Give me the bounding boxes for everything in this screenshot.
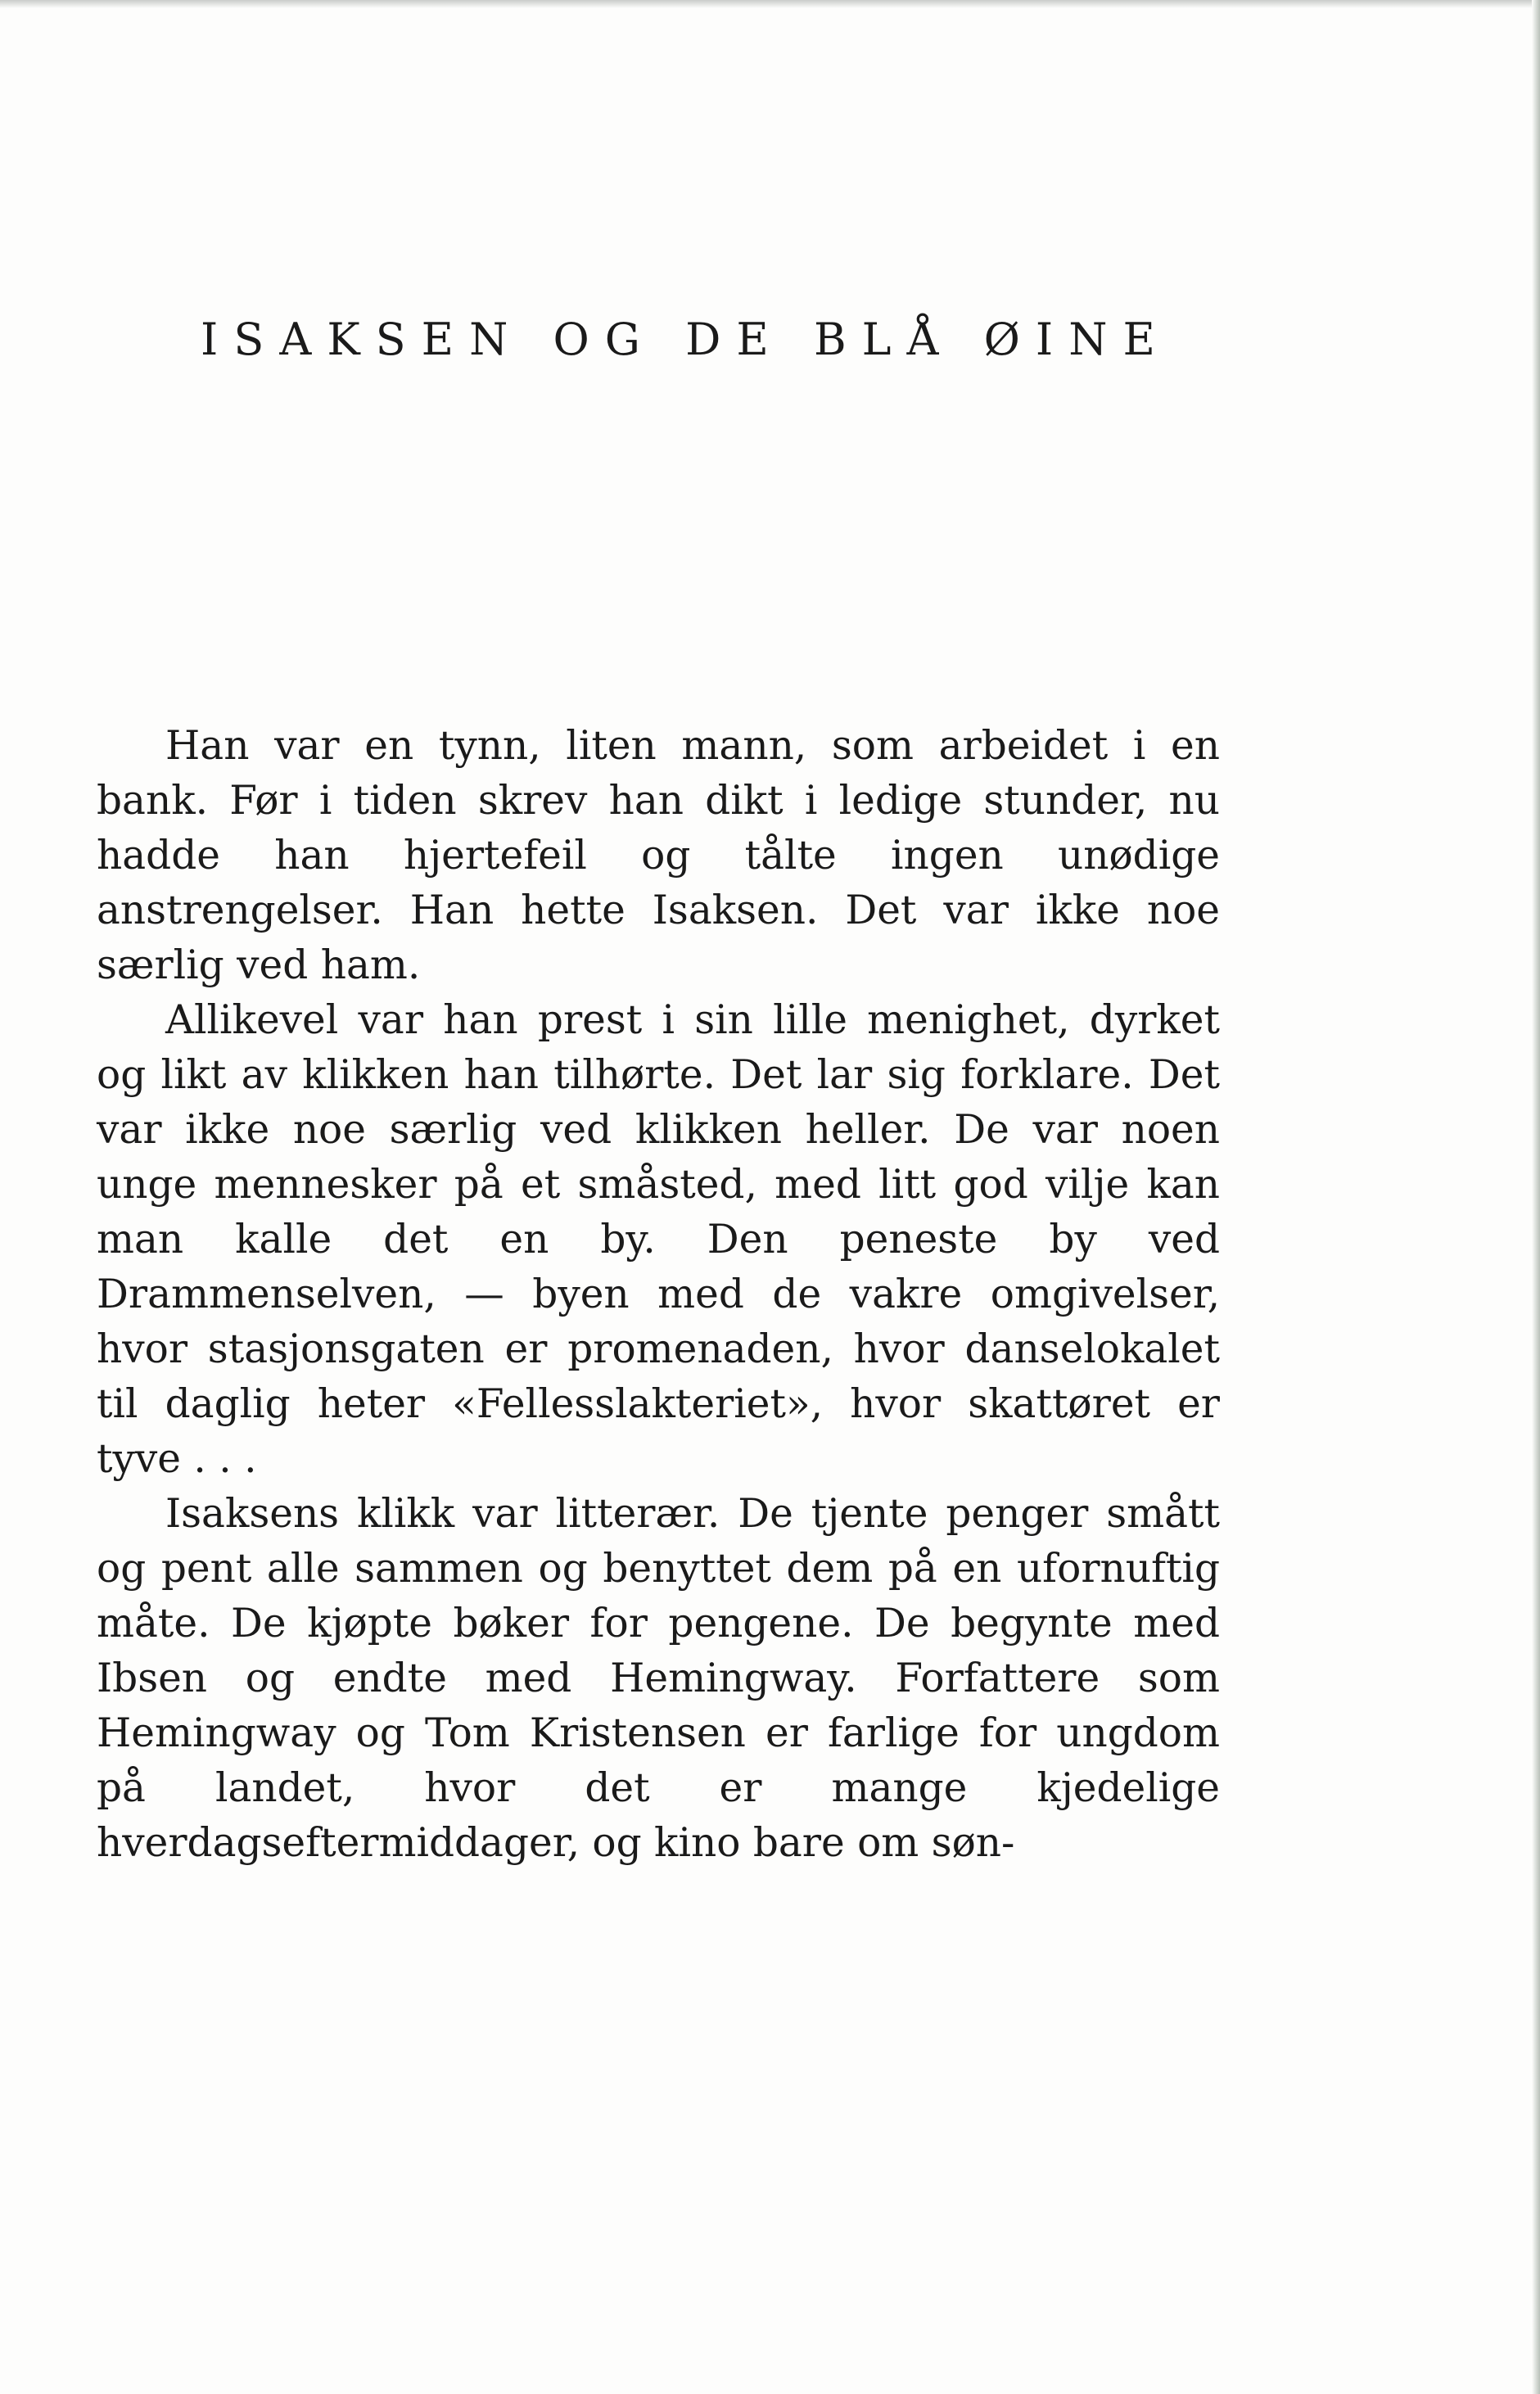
paragraph-2: Allikevel var han prest i sin lille menighet, dyrket og likt av klikken han tilhørte. Det lar sig forklare. Det var ikke noe særlig ved klikken heller. De var noen unge mennesker på et småsted, med litt god vilje kan man kalle det en by. Den peneste by ved Drammenselven, — byen med de vakre omgivelser, hvor stasjonsgaten er promenaden, hvor danselokalet til daglig heter «Fellesslakteriet», hvor skattøret er tyve . . . xyxy=(97,997,1220,1482)
body-text xyxy=(97,719,1220,1871)
chapter-title: ISAKSEN OG DE BLÅ ØINE xyxy=(201,314,1171,365)
page-top-edge xyxy=(0,0,1540,8)
paragraph-1: Han var en tynn, liten mann, som arbeidet i en bank. Før i tiden skrev han dikt i ledige stunder, nu hadde han hjertefeil og tålte ingen unødige anstrengelser. Han hette Isaksen. Det var ikke noe særlig ved ham. xyxy=(97,723,1220,988)
page-right-edge xyxy=(1532,0,1540,2394)
paragraph-3: Isaksens klikk var litterær. De tjente penger smått og pent alle sammen og benyttet dem på en ufornuftig måte. De kjøpte bøker for pengene. De begynte med Ibsen og endte med Hemingway. Forfattere som Hemingway og Tom Kristensen er farlige for ungdom på landet, hvor det er mange kjedelige hverdagseftermiddager, og kino bare om søn- xyxy=(97,1491,1220,1866)
